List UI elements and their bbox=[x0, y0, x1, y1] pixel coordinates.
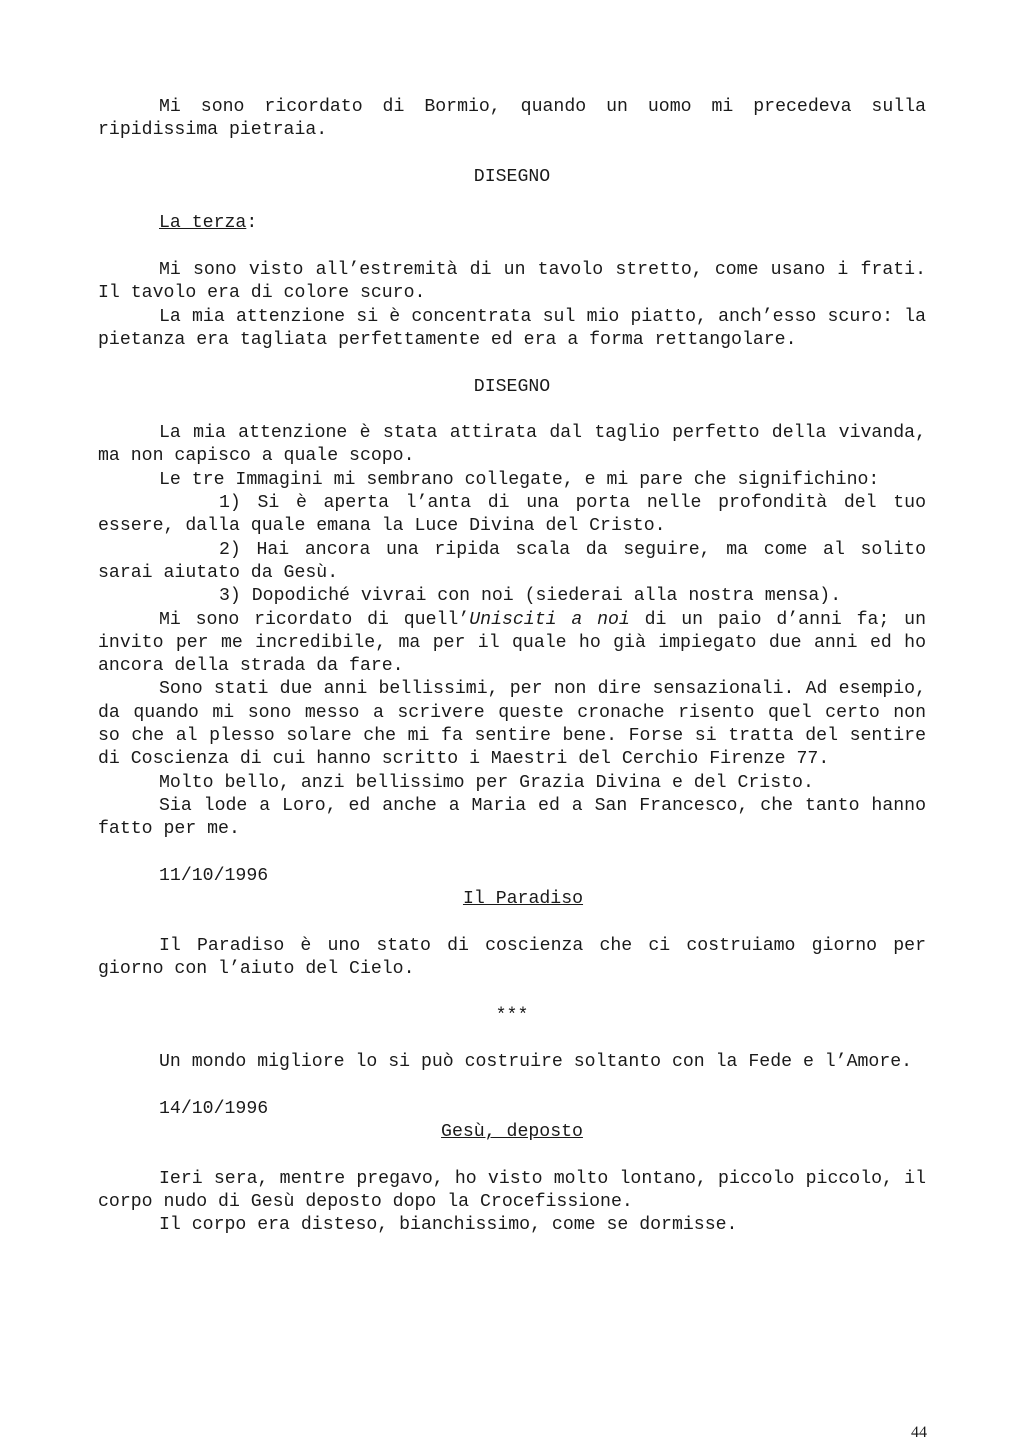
terza-label: La terza bbox=[159, 213, 247, 234]
paragraph-paradiso: Il Paradiso è uno stato di coscienza che ci costruiamo giorno per giorno con l’aiuto del Cielo. bbox=[98, 935, 926, 979]
paragraph-anni-bellissimi: Sono stati due anni bellissimi, per non dire sensazionali. Ad esempio, da quando mi sono messo a scrivere queste cronache risento quel certo non so che al plesso solare che mi fa sentire bene. Forse si tratta del sentire di Coscienza di cui hanno scritto i Maestri del Cerchio Firenze 77. bbox=[98, 679, 926, 770]
paragraph-bormio: Mi sono ricordato di Bormio, quando un uomo mi precedeva sulla ripidissima pietraia. bbox=[98, 97, 926, 141]
unisciti-emphasis: Unisciti a noi bbox=[469, 609, 630, 630]
paragraph-piatto: La mia attenzione si è concentrata sul mio piatto, anch’esso scuro: la pietanza era tagliata perfettamente ed era a forma rettangolare. bbox=[98, 306, 926, 350]
date-entry-1: 11/10/1996 bbox=[159, 865, 269, 886]
spacer bbox=[98, 1028, 926, 1051]
paragraph-unisciti bbox=[98, 609, 926, 679]
spacer bbox=[98, 399, 926, 422]
section-separator: *** bbox=[495, 1005, 529, 1026]
unisciti-text-a: Mi sono ricordato di quell’ bbox=[159, 609, 470, 630]
page-number: 44 bbox=[911, 1424, 927, 1441]
section-title-gesu bbox=[98, 1121, 926, 1144]
spacer bbox=[98, 842, 926, 865]
paragraph-immagini: Le tre Immagini mi sembrano collegate, e mi pare che significhino: bbox=[159, 469, 880, 490]
spacer bbox=[98, 981, 926, 1004]
spacer bbox=[98, 236, 926, 259]
spacer bbox=[98, 189, 926, 212]
gesu-title: Gesù, deposto bbox=[441, 1122, 583, 1143]
spacer bbox=[98, 1074, 926, 1097]
paragraph-grazia: Molto bello, anzi bellissimo per Grazia Divina e del Cristo. bbox=[159, 772, 814, 793]
section-label-terza bbox=[98, 212, 926, 235]
drawing-placeholder-1: DISEGNO bbox=[473, 166, 551, 187]
list-item-3: 3) Dopodiché vivrai con noi (siederai alla nostra mensa). bbox=[219, 586, 842, 607]
date-entry-2: 14/10/1996 bbox=[159, 1098, 269, 1119]
paragraph-mondo-migliore: Un mondo migliore lo si può costruire soltanto con la Fede e l’Amore. bbox=[159, 1052, 913, 1073]
spacer bbox=[98, 352, 926, 375]
paragraph-ieri-sera: Ieri sera, mentre pregavo, ho visto molto lontano, piccolo piccolo, il corpo nudo di Gesù deposto dopo la Crocefissione. bbox=[98, 1168, 926, 1212]
section-title-paradiso bbox=[98, 888, 926, 911]
unisciti-text-b: di un paio d’anni fa; un invito per me incredibile, ma per il quale ho già impiegato due anni ed ho ancora della strada da fare. bbox=[98, 609, 926, 677]
document-page bbox=[98, 96, 926, 1238]
list-item-1: 1) Si è aperta l’anta di una porta nelle profondità del tuo essere, dalla quale emana la Luce Divina del Cristo. bbox=[98, 493, 926, 537]
spacer bbox=[98, 1144, 926, 1167]
paragraph-tavolo: Mi sono visto all’estremità di un tavolo stretto, come usano i frati. Il tavolo era di colore scuro. bbox=[98, 260, 926, 304]
spacer bbox=[98, 911, 926, 934]
paradiso-title: Il Paradiso bbox=[462, 889, 584, 910]
paragraph-vivanda: La mia attenzione è stata attirata dal taglio perfetto della vivanda, ma non capisco a quale scopo. bbox=[98, 423, 926, 467]
paragraph-corpo: Il corpo era disteso, bianchissimo, come se dormisse. bbox=[159, 1215, 738, 1236]
drawing-placeholder-2: DISEGNO bbox=[473, 376, 551, 397]
spacer bbox=[98, 143, 926, 166]
paragraph-lode: Sia lode a Loro, ed anche a Maria ed a San Francesco, che tanto hanno fatto per me. bbox=[98, 795, 926, 840]
terza-colon: : bbox=[246, 213, 258, 234]
list-item-2: 2) Hai ancora una ripida scala da seguire, ma come al solito sarai aiutato da Gesù. bbox=[98, 539, 926, 583]
